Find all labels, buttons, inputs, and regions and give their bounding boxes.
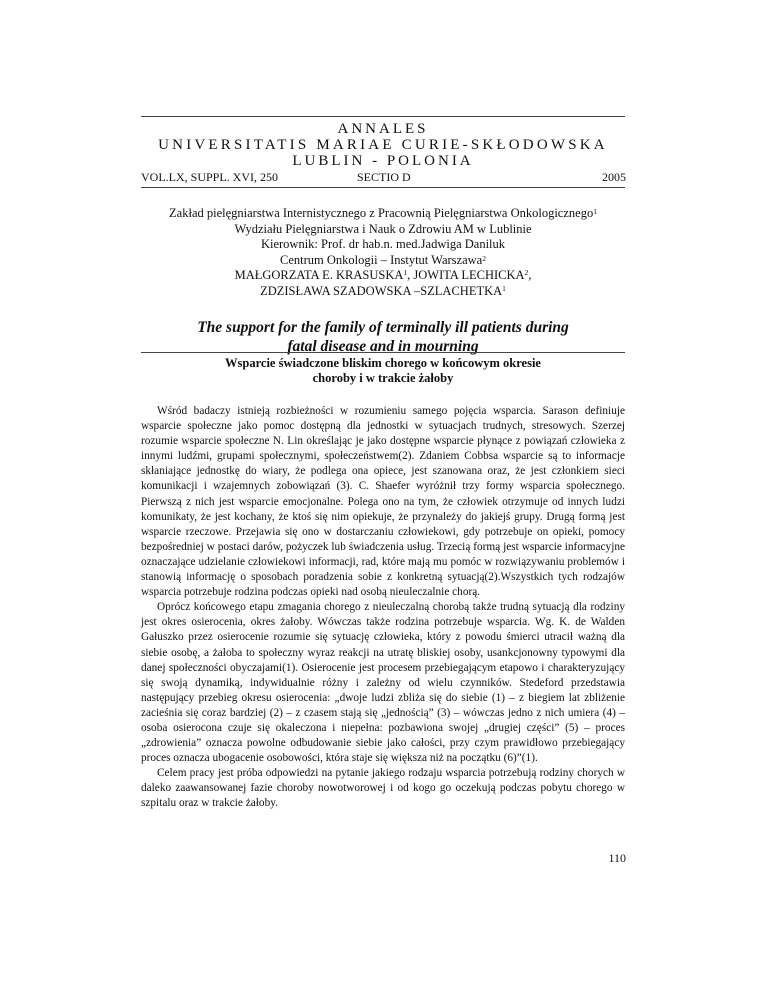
polish-title-line2: choroby i w trakcie żałoby [312,371,454,385]
affiliation-block [141,206,625,268]
section-info: SECTIO D [357,170,411,184]
year-info: 2005 [602,170,626,184]
authors-block [141,267,625,299]
journal-name-line2: UNIVERSITATIS MARIAE CURIE-SKŁODOWSKA [158,137,608,153]
volume-info: VOL.LX, SUPPL. XVI, 250 [141,170,279,184]
header-rule [141,187,625,188]
affiliation-line3: Kierownik: Prof. dr hab.n. med.Jadwiga Daniluk [260,237,506,251]
paragraph-2: Oprócz końcowego etapu zmagania chorego z nieuleczalną chorobą także trudną sytuacją dla rodziny jest okres osierocenia, okres żałoby. Wówczas także rodzina potrzebuje wsparcia. Wg. K. de Walden Gałuszko przez osierocenie rozumie się sytuację człowieka, który z powodu śmierci utracił ważną dla siebie osobę, a żałoba to społeczny wyraz reakcji na utratę bliskiej osoby, usankcjonowny typowymi dla danej społeczności obyczajami(1). Osierocenie jest procesem przebiegającym etapowo i charakteryzujący się swoją dynamiką, indywidualnie różny i zależny od wielu czynników. Stedeford przedstawia następujący przebieg okresu osierocenia: „dwoje ludzi zbliża się do siebie (1) – z biegiem lat zbliżenie zacieśnia się coraz bardziej (2) – z czasem stają się „jednością” (3) – wówczas jedno z nich umiera (4) – osoba osierocona czuje się okaleczona i niepełna: pozbawiona swojej „drugiej części” (5) – proces „zdrowienia” oznacza powolne odbudowanie siebie jako całości, przy czym prawidłowo przebiegający proces oznacza ubogacenie osobowości, która staje się większa niż na początku (6)”(1). [141,601,625,765]
paragraph-1: Wśród badaczy istnieją rozbieżności w rozumieniu samego pojęcia wsparcia. Sarason definiuje wsparcie społeczne jako pomoc dostępną dla jednostki w sytuacjach trudnych, stresowych. Szerzej rozumie wsparcie społeczne N. Lin określając je jako dostępne wsparcie płynące z powiązań człowieka z innymi ludźmi, grupami społecznymi, społeczeństwem(2). Zdaniem Cobbsa wsparcie są to informacje skłaniające jednostkę do wiary, że podlega ona opiece, jest szanowana oraz, że jest członkiem sieci komunikacji i wzajemnych zobowiązań (3). C. Shaefer wyróżnił trzy formy wsparcia społecznego. Pierwszą z nich jest wsparcie emocjonalne. Polega ono na tym, że człowiek otrzymuje od innych ludzi komunikaty, że jest kochany, że ktoś się nim opiekuje, że przynależy do jakiejś grupy. Drugą formą jest wsparcie rzeczowe. Przejawia się ono w dostarczaniu człowiekowi, gdy potrzebuje on opieki, pomocy bezpośredniej w postaci darów, pożyczek lub świadczenia usług. Trzecią formą jest wsparcie informacyjne oznaczające udzielanie człowiekowi informacji, rad, które mają mu pomóc w rozwiązywaniu problemów i stanowią informację o sposobach poradzenia sobie z konkretną sytuacją(2).Wszystkich tych rodzajów wsparcia potrzebuje rodzina podczas opieki nad osobą nieuleczalnie chorą. [141,405,625,599]
body-text [141,404,625,812]
english-title [141,318,625,356]
english-title-line1: The support for the family of terminally ill patients during [197,319,569,336]
top-rule [141,116,625,117]
paragraph-3: Celem pracy jest próba odpowiedzi na pytanie jakiego rodzaju wsparcia potrzebują rodziny chorych w daleko zaawansowanej fazie choroby nowotworowej i od kogo go oczekują podczas pobytu chorego w szpitalu oraz w trakcie żałoby. [141,767,625,810]
polish-title-line1: Wsparcie świadczone bliskim chorego w końcowym okresie [225,356,541,370]
affiliation-line2: Wydziału Pielęgniarstwa i Nauk o Zdrowiu AM w Lublinie [234,221,532,236]
english-title-line2: fatal disease and in mourning [287,338,479,355]
affiliation-line4: Centrum Onkologii – Instytut Warszawa$^2$ [280,252,486,267]
polish-title [141,356,625,386]
page-number: 110 [608,851,626,865]
affiliation-line1: Zakład pielęgniarstwa Internistycznego z Pracownią Pielęgniarstwa Onkologicznego$^1$ [169,206,597,220]
authors-line1: MAŁGORZATA E. KRASUSKA$^1$, JOWITA LECHICKA$^2$, [234,268,532,282]
journal-name-line3: LUBLIN - POLONIA [292,153,474,169]
authors-line2: ZDZISŁAWA SZADOWSKA –SZLACHETKA$^1$ [260,284,506,298]
title-rule [141,352,625,353]
journal-name-line1: ANNALES [337,121,429,137]
